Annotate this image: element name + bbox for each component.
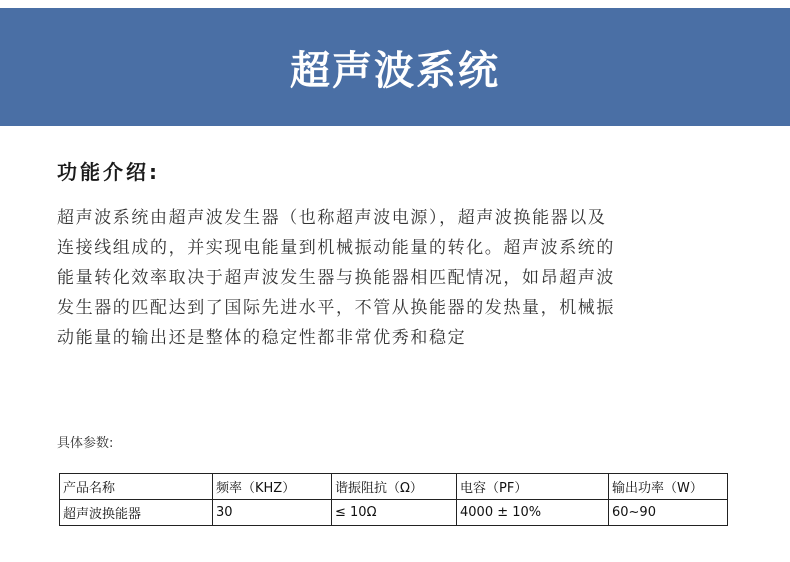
header-cell-power: 输出功率（W） [609, 474, 728, 500]
params-label: 具体参数: [57, 436, 114, 451]
table-row [60, 500, 728, 526]
description-paragraph [57, 203, 747, 353]
spec-table [59, 473, 728, 526]
description-line: 连接线组成的，并实现电能量到机械振动能量的转化。超声波系统的 [57, 238, 615, 258]
header-cell-frequency: 频率（KHZ） [213, 474, 332, 500]
page-title: 超声波系统 [290, 47, 500, 94]
section-heading: 功能介绍: [57, 160, 160, 184]
cell-power: 60~90 [609, 500, 728, 526]
header-cell-impedance: 谐振阻抗（Ω） [332, 474, 457, 500]
description-line: 超声波系统由超声波发生器（也称超声波电源），超声波换能器以及 [57, 208, 607, 228]
cell-capacitance: 4000 ± 10% [457, 500, 609, 526]
cell-product: 超声波换能器 [60, 500, 213, 526]
header-cell-capacitance: 电容（PF） [457, 474, 609, 500]
description-line: 发生器的匹配达到了国际先进水平，不管从换能器的发热量，机械振 [57, 298, 615, 318]
description-line: 动能量的输出还是整体的稳定性都非常优秀和稳定 [57, 328, 467, 348]
cell-impedance: ≤ 10Ω [332, 500, 457, 526]
cell-frequency: 30 [213, 500, 332, 526]
header-cell-product: 产品名称 [60, 474, 213, 500]
table-header-row [60, 474, 728, 500]
title-banner [0, 8, 790, 126]
description-line: 能量转化效率取决于超声波发生器与换能器相匹配情况，如昂超声波 [57, 268, 615, 288]
